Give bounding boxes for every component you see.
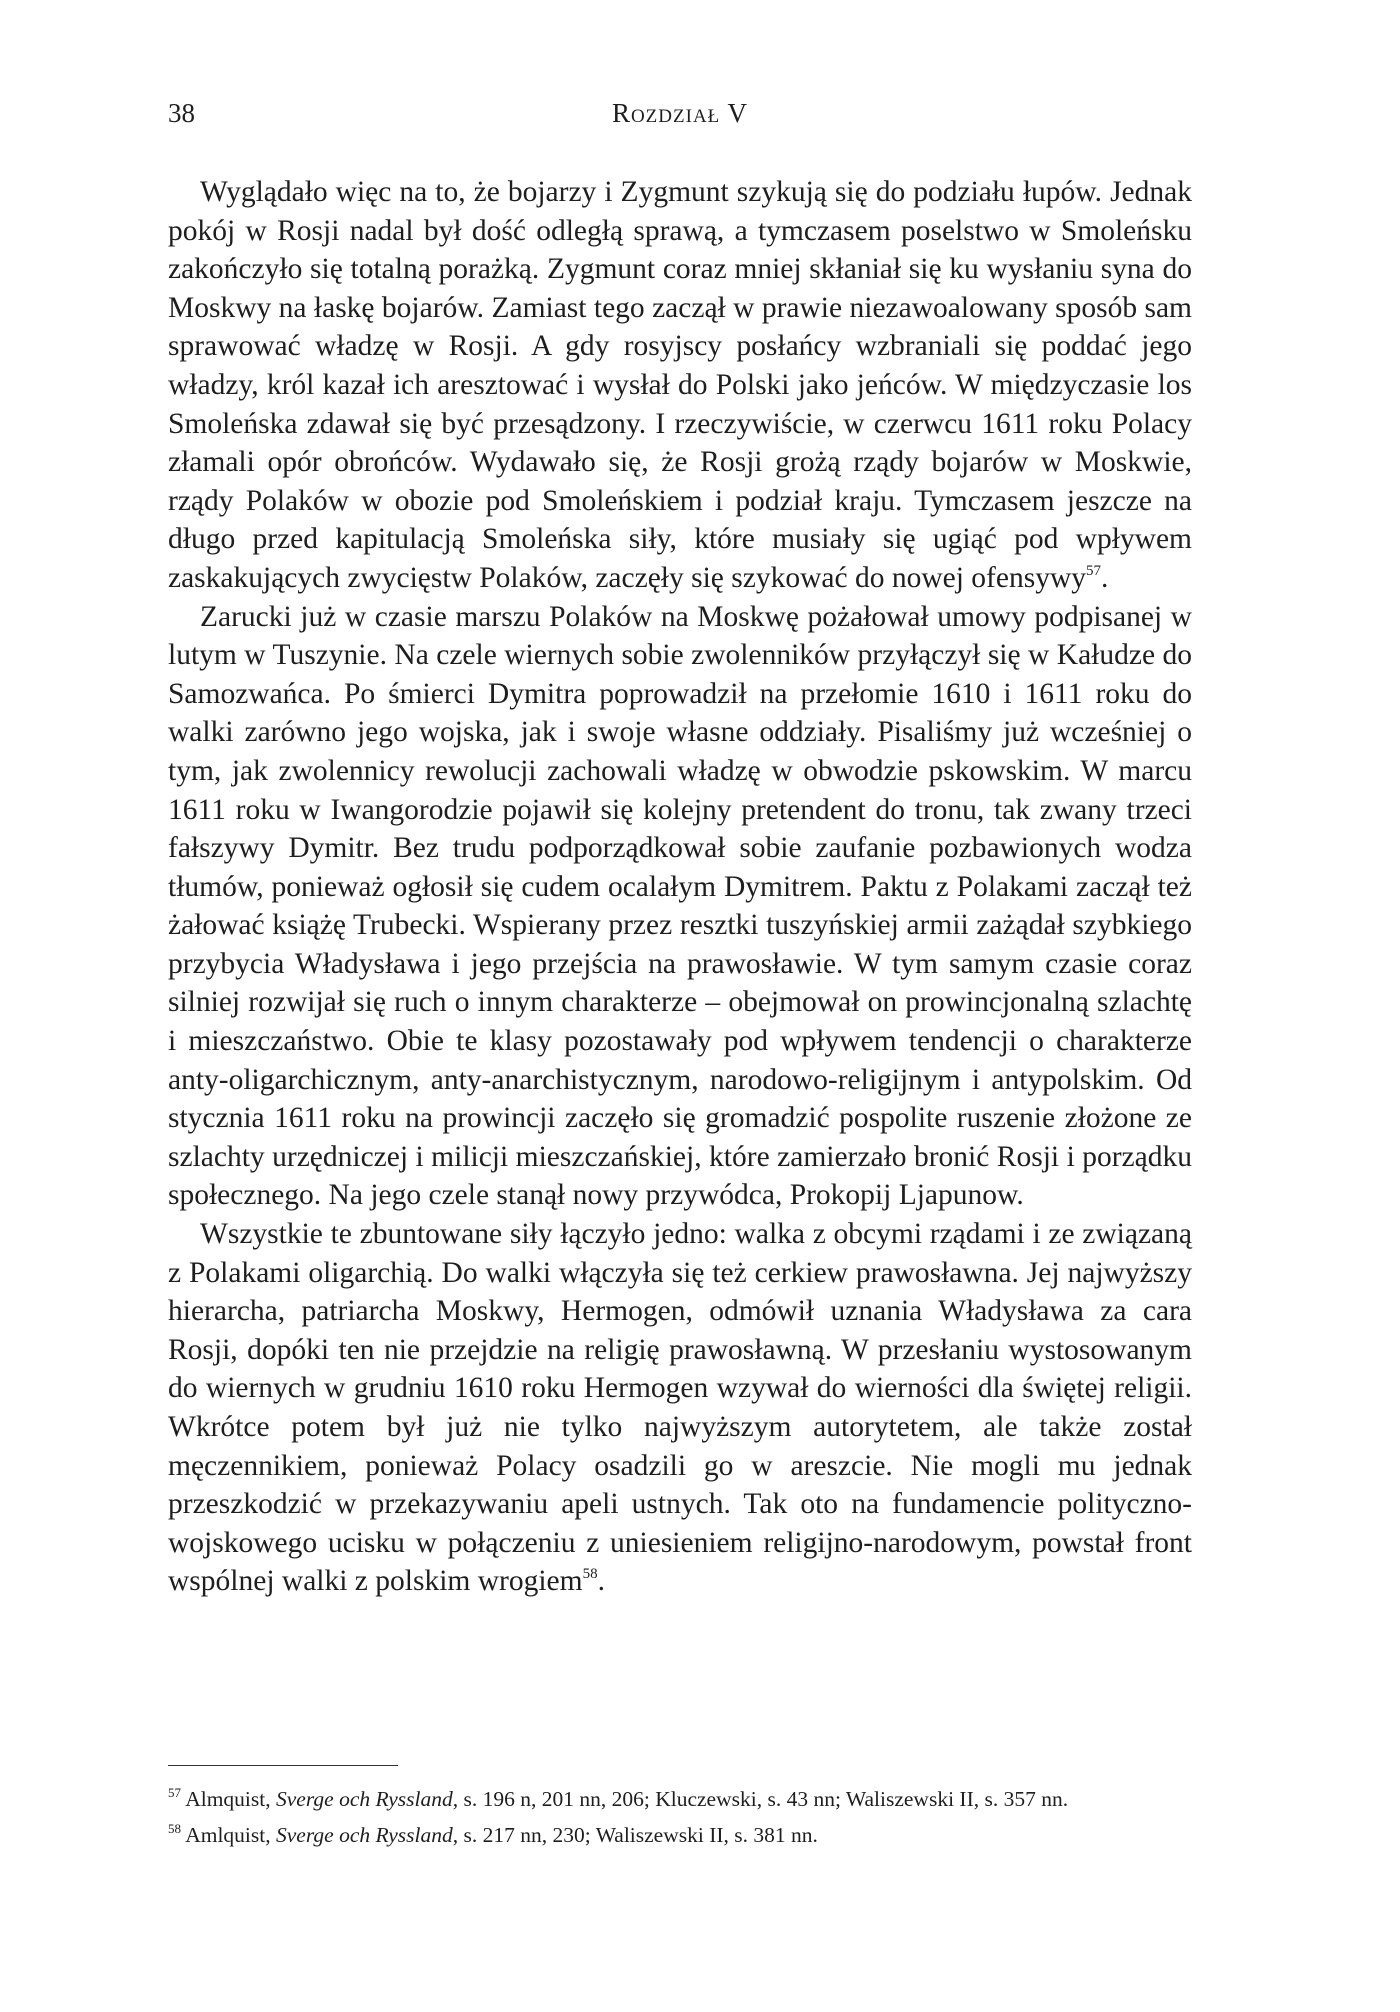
- paragraph-text: Zarucki już w czasie marszu Polaków na Moskwę pożałował umowy podpisanej w lutym w Tuszynie. Na czele wiernych sobie zwolenników przyłączył się w Kałudze do Samozwańca. Po śmierci Dymitra poprowadził na przełomie 1610 i 1611 roku do walki zarówno jego wojska, jak i swoje własne oddziały. Pisaliśmy już wcześniej o tym, jak zwolennicy rewolucji zachowali władzę w obwodzie pskowskim. W marcu 1611 roku w Iwangorodzie pojawił się kolejny pretendent do tronu, tak zwany trzeci fałszywy Dymitr. Bez trudu podporządkował sobie zaufanie pozbawionych wodza tłumów, ponieważ ogłosił się cudem ocalałym Dymitrem. Paktu z Polakami zaczął też żałować książę Trubecki. Wspierany przez resztki tuszyńskiej armii zażądał szybkiego przybycia Władysława i jego przejścia na prawosławie. W tym samym czasie coraz silniej rozwijał się ruch o innym charakterze – obejmował on prowincjonalną szlachtę i mieszczaństwo. Obie te klasy pozostawały pod wpływem tendencji o charakterze anty-oligarchicznym, anty-anarchistycznym, narodowo-religijnym i antypolskim. Od stycznia 1611 roku na prowincji zaczęło się gromadzić pospolite ruszenie złożone ze szlachty urzędniczej i milicji mieszczańskiej, które zamierzało bronić Rosji i porządku społecznego. Na jego czele stanął nowy przywódca, Prokopij Ljapunow.: [168, 600, 1192, 1212]
- footnote-reference: , s. 196 n, 201 nn, 206; Kluczewski, s. 43 nn; Waliszewski II, s. 357 nn.: [452, 1787, 1069, 1811]
- footnote-reference: , s. 217 nn, 230; Waliszewski II, s. 381 nn.: [452, 1823, 818, 1847]
- footnote-title: Sverge och Ryssland: [276, 1823, 453, 1847]
- paragraph-text: Wyglądało więc na to, że bojarzy i Zygmunt szykują się do podziału łupów. Jednak pokój w Rosji nadal był dość odległą sprawą, a tymczasem poselstwo w Smoleńsku zakończyło się totalną porażką. Zygmunt coraz mniej skłaniał się ku wysłaniu syna do Moskwy na łaskę bojarów. Zamiast tego zaczął w prawie niezawoalowany sposób sam sprawować władzę w Rosji. A gdy rosyjscy posłańcy wzbraniali się poddać jego władzy, król kazał ich aresztować i wysłał do Polski jako jeńców. W międzyczasie los Smoleńska zdawał się być przesądzony. I rzeczywiście, w czerwcu 1611 roku Polacy złamali opór obrońców. Wydawało się, że Rosji grożą rządy bojarów w Moskwie, rządy Polaków w obozie pod Smoleńskiem i podział kraju. Tymczasem jeszcze na długo przed kapitulacją Smoleńska siły, które musiały się ugiąć pod wpływem zaskakujących zwycięstw Polaków, zaczęły się szykować do nowej ofensywy: [168, 176, 1192, 594]
- running-head: Rozdział V: [611, 98, 749, 128]
- paragraph: [168, 598, 1192, 1216]
- body-text: [168, 173, 1192, 1601]
- paragraph-tail: .: [597, 1565, 605, 1598]
- footnote-author: Almquist,: [185, 1787, 276, 1811]
- page-number: 38: [168, 98, 195, 128]
- page-header: [168, 98, 1192, 138]
- paragraph-text: Wszystkie te zbuntowane siły łączyło jedno: walka z obcymi rządami i ze związaną z Polakami oligarchią. Do walki włączyła się też cerkiew prawosławna. Jej najwyższy hierarcha, patriarcha Moskwy, Hermogen, odmówił uznania Władysława za cara Rosji, dopóki ten nie przejdzie na religię prawosławną. W przesłaniu wystosowanym do wiernych w grudniu 1610 roku Hermogen wzywał do wierności dla świętej religii. Wkrótce potem był już nie tylko najwyższym autorytetem, ale także został męczennikiem, ponieważ Polacy osadzili go w areszcie. Nie mogli mu jednak przeszkodzić w przekazywaniu apeli ustnych. Tak oto na fundamencie polityczno-wojskowego ucisku w połączeniu z uniesieniem religijno-narodowym, powstał front wspólnej walki z polskim wrogiem: [168, 1218, 1192, 1598]
- book-page: [168, 0, 1192, 2012]
- footnote-ref: 57: [1086, 562, 1102, 579]
- paragraph: [168, 1215, 1192, 1601]
- footnote: [168, 1817, 1192, 1853]
- footnote-author: Amlquist,: [185, 1823, 276, 1847]
- footnote-number: 57: [168, 1785, 181, 1800]
- footnote-ref: 58: [582, 1566, 598, 1583]
- footnotes: [168, 1781, 1192, 1853]
- paragraph-tail: .: [1101, 561, 1109, 594]
- paragraph: [168, 173, 1192, 598]
- footnote-number: 58: [168, 1821, 181, 1836]
- footnote-title: Sverge och Ryssland: [276, 1787, 453, 1811]
- footnote-divider: [168, 1765, 398, 1766]
- footnote: [168, 1781, 1192, 1817]
